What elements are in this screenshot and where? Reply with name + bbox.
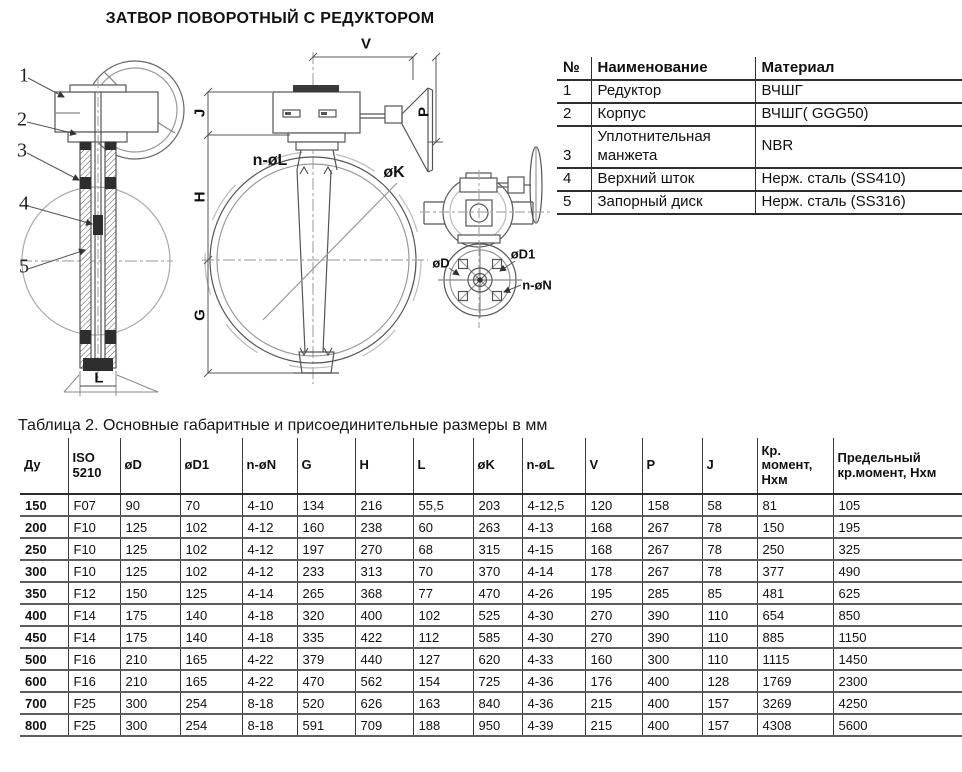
dim-label-v: V [360,35,372,53]
cell-torque: 4308 [757,714,833,736]
part-name: Запорный диск [591,191,755,214]
cell-torque: 81 [757,494,833,516]
parts-table-row [557,80,962,103]
cell-od: 175 [120,604,180,626]
cell-v: 270 [585,626,642,648]
cell-ok: 585 [473,626,522,648]
parts-table-row [557,126,962,168]
dimensions-table [20,438,962,737]
dim-label-j: J [191,108,209,118]
cell-v: 168 [585,516,642,538]
cell-v: 270 [585,604,642,626]
cell-l: 163 [413,692,473,714]
cell-od: 150 [120,582,180,604]
cell-g: 134 [297,494,355,516]
dimensions-column-header: V [585,438,642,494]
cell-g: 470 [297,670,355,692]
cell-j: 78 [702,538,757,560]
cell-od: 125 [120,516,180,538]
cell-ok: 840 [473,692,522,714]
cell-n-on: 4-12 [242,538,297,560]
cell-p: 390 [642,604,702,626]
cell-ok: 203 [473,494,522,516]
dimensions-table-row [20,538,962,560]
cell-n-ol: 4-36 [522,692,585,714]
dimensions-column-header: øK [473,438,522,494]
dimensions-column-header: øD1 [180,438,242,494]
cell-iso5210: F25 [68,714,120,736]
cell-n-ol: 4-26 [522,582,585,604]
cell-v: 215 [585,692,642,714]
cell-n-ol: 4-14 [522,560,585,582]
cell-j: 110 [702,648,757,670]
cell-n-ol: 4-30 [522,604,585,626]
cell-iso5210: F12 [68,582,120,604]
part-name: Верхний шток [591,168,755,191]
cell-ok: 470 [473,582,522,604]
dimensions-column-header: n-øN [242,438,297,494]
cell-n-on: 4-10 [242,494,297,516]
parts-table-row [557,191,962,214]
cell-l: 188 [413,714,473,736]
cell-od: 300 [120,692,180,714]
dimensions-column-header: P [642,438,702,494]
cell-max-torque: 625 [833,582,962,604]
cell-max-torque: 1450 [833,648,962,670]
cell-h: 626 [355,692,413,714]
cell-ok: 525 [473,604,522,626]
cell-p: 267 [642,516,702,538]
cell-ok: 620 [473,648,522,670]
cell-j: 58 [702,494,757,516]
cell-n-ol: 4-39 [522,714,585,736]
dim-label-g: G [191,309,209,321]
part-number: 1 [557,80,591,103]
cell-du: 600 [20,670,68,692]
cell-od: 125 [120,538,180,560]
cell-g: 197 [297,538,355,560]
dimensions-header-row [20,438,962,494]
callout-2: 2 [17,108,27,131]
cell-od: 175 [120,626,180,648]
cell-g: 160 [297,516,355,538]
cell-du: 150 [20,494,68,516]
dimensions-table-row [20,604,962,626]
part-name: Корпус [591,103,755,126]
cell-iso5210: F16 [68,670,120,692]
dimensions-column-header: Кр. момент, Нхм [757,438,833,494]
dimensions-table-row [20,648,962,670]
dimensions-column-header: ISO 5210 [68,438,120,494]
cell-od1: 165 [180,648,242,670]
cell-n-ol: 4-36 [522,670,585,692]
cell-ok: 725 [473,670,522,692]
part-material: ВЧШГ( GGG50) [755,103,962,126]
cell-v: 120 [585,494,642,516]
part-number: 2 [557,103,591,126]
dimensions-table-row [20,494,962,516]
dimensions-column-header: L [413,438,473,494]
cell-g: 520 [297,692,355,714]
cell-l: 70 [413,560,473,582]
cell-n-ol: 4-30 [522,626,585,648]
cell-max-torque: 1150 [833,626,962,648]
cell-g: 233 [297,560,355,582]
cell-v: 178 [585,560,642,582]
cell-torque: 654 [757,604,833,626]
parts-table [557,57,962,215]
cell-max-torque: 850 [833,604,962,626]
cell-v: 160 [585,648,642,670]
dimensions-column-header: Ду [20,438,68,494]
cell-l: 55,5 [413,494,473,516]
cell-iso5210: F07 [68,494,120,516]
parts-column-header: № [557,57,591,80]
cell-p: 300 [642,648,702,670]
dimensions-column-header: H [355,438,413,494]
cell-iso5210: F16 [68,648,120,670]
cell-p: 285 [642,582,702,604]
cell-j: 128 [702,670,757,692]
cell-h: 562 [355,670,413,692]
cell-od1: 254 [180,692,242,714]
cell-v: 195 [585,582,642,604]
cell-od: 90 [120,494,180,516]
cell-n-on: 4-22 [242,670,297,692]
cell-g: 265 [297,582,355,604]
cell-du: 200 [20,516,68,538]
parts-table-row [557,103,962,126]
cell-du: 700 [20,692,68,714]
cell-n-on: 8-18 [242,692,297,714]
cell-h: 400 [355,604,413,626]
cell-torque: 1769 [757,670,833,692]
front-view [202,52,443,384]
top-view [420,147,550,328]
cell-g: 320 [297,604,355,626]
cell-od1: 140 [180,604,242,626]
callout-1: 1 [19,64,29,87]
cell-h: 440 [355,648,413,670]
cell-max-torque: 105 [833,494,962,516]
part-number: 5 [557,191,591,214]
dimensions-table-row [20,670,962,692]
dim-label-n-ol: n-øL [252,152,288,169]
cell-j: 157 [702,714,757,736]
part-material: NBR [755,126,962,168]
cell-l: 102 [413,604,473,626]
cell-od1: 70 [180,494,242,516]
cell-iso5210: F10 [68,516,120,538]
dimensions-column-header: Предельный кр.момент, Нхм [833,438,962,494]
cell-du: 300 [20,560,68,582]
cell-g: 379 [297,648,355,670]
cell-h: 313 [355,560,413,582]
part-material: ВЧШГ [755,80,962,103]
cell-od: 125 [120,560,180,582]
cell-l: 77 [413,582,473,604]
cell-l: 68 [413,538,473,560]
cell-p: 400 [642,714,702,736]
cell-du: 350 [20,582,68,604]
cell-j: 110 [702,626,757,648]
cell-max-torque: 5600 [833,714,962,736]
cell-od: 300 [120,714,180,736]
cell-p: 400 [642,692,702,714]
dimensions-table-row [20,516,962,538]
cell-ok: 263 [473,516,522,538]
cell-du: 400 [20,604,68,626]
page-title: ЗАТВОР ПОВОРОТНЫЙ С РЕДУКТОРОМ [105,10,435,27]
parts-table-row [557,168,962,191]
parts-column-header: Материал [755,57,962,80]
cell-od1: 254 [180,714,242,736]
dim-label-l: L [94,369,104,387]
cell-ok: 370 [473,560,522,582]
cell-du: 250 [20,538,68,560]
cell-torque: 150 [757,516,833,538]
cell-max-torque: 2300 [833,670,962,692]
cell-p: 267 [642,538,702,560]
cell-torque: 3269 [757,692,833,714]
dimensions-table-row [20,714,962,736]
cell-n-on: 4-12 [242,516,297,538]
part-material: Нерж. сталь (SS316) [755,191,962,214]
cell-ok: 950 [473,714,522,736]
part-material: Нерж. сталь (SS410) [755,168,962,191]
cell-l: 154 [413,670,473,692]
cell-torque: 481 [757,582,833,604]
cell-torque: 250 [757,538,833,560]
cell-iso5210: F14 [68,604,120,626]
part-number: 4 [557,168,591,191]
cell-n-ol: 4-33 [522,648,585,670]
cell-iso5210: F10 [68,538,120,560]
dimensions-column-header: G [297,438,355,494]
cell-od1: 102 [180,538,242,560]
cell-od1: 165 [180,670,242,692]
part-name: Уплотнительная манжета [591,126,755,168]
cell-max-torque: 325 [833,538,962,560]
cell-n-on: 4-14 [242,582,297,604]
dim-label-od1: øD1 [510,246,536,262]
handwheel-side-icon [360,88,433,172]
cell-g: 591 [297,714,355,736]
dim-label-n-on: n-øN [522,277,552,293]
cell-max-torque: 490 [833,560,962,582]
dimensions-column-header: øD [120,438,180,494]
cell-p: 158 [642,494,702,516]
cell-n-on: 8-18 [242,714,297,736]
cell-od1: 102 [180,560,242,582]
parts-column-header: Наименование [591,57,755,80]
dimensions-column-header: J [702,438,757,494]
cell-iso5210: F25 [68,692,120,714]
flange-face-icon [438,242,522,318]
cell-l: 112 [413,626,473,648]
cell-p: 390 [642,626,702,648]
cell-h: 422 [355,626,413,648]
cell-du: 450 [20,626,68,648]
cell-h: 216 [355,494,413,516]
cell-h: 368 [355,582,413,604]
table-caption: Таблица 2. Основные габаритные и присоединительные размеры в мм [18,417,548,434]
dimensions-table-row [20,692,962,714]
cell-od: 210 [120,648,180,670]
cell-od1: 125 [180,582,242,604]
cell-max-torque: 4250 [833,692,962,714]
cell-n-ol: 4-12,5 [522,494,585,516]
cell-iso5210: F10 [68,560,120,582]
cell-j: 78 [702,516,757,538]
cell-n-on: 4-22 [242,648,297,670]
cell-j: 78 [702,560,757,582]
cell-n-on: 4-12 [242,560,297,582]
cell-h: 270 [355,538,413,560]
cell-v: 176 [585,670,642,692]
dim-label-od: øD [432,255,450,271]
cell-p: 267 [642,560,702,582]
cell-j: 110 [702,604,757,626]
cell-p: 400 [642,670,702,692]
cell-g: 335 [297,626,355,648]
side-section-view [20,61,184,396]
cell-v: 215 [585,714,642,736]
cell-n-on: 4-18 [242,626,297,648]
cell-l: 60 [413,516,473,538]
cell-v: 168 [585,538,642,560]
cell-max-torque: 195 [833,516,962,538]
parts-table-header-row [557,57,962,80]
dimensions-table-row [20,582,962,604]
cell-torque: 885 [757,626,833,648]
cell-l: 127 [413,648,473,670]
cell-torque: 1115 [757,648,833,670]
cell-torque: 377 [757,560,833,582]
cell-du: 800 [20,714,68,736]
callout-5: 5 [19,255,29,278]
cell-iso5210: F14 [68,626,120,648]
callout-4: 4 [19,192,29,215]
cell-n-on: 4-18 [242,604,297,626]
cell-od1: 140 [180,626,242,648]
cell-od1: 102 [180,516,242,538]
technical-drawing [0,30,560,402]
dim-label-p: P [415,106,433,118]
cell-j: 157 [702,692,757,714]
cell-ok: 315 [473,538,522,560]
cell-n-ol: 4-13 [522,516,585,538]
cell-du: 500 [20,648,68,670]
cell-h: 709 [355,714,413,736]
dimensions-table-row [20,626,962,648]
part-number: 3 [557,126,591,168]
cell-od: 210 [120,670,180,692]
dimensions-column-header: n-øL [522,438,585,494]
cell-j: 85 [702,582,757,604]
dim-label-h: H [191,191,209,203]
cell-n-ol: 4-15 [522,538,585,560]
callout-3: 3 [17,139,27,162]
dim-label-ok: øK [383,164,405,181]
part-name: Редуктор [591,80,755,103]
dimensions-table-row [20,560,962,582]
cell-h: 238 [355,516,413,538]
